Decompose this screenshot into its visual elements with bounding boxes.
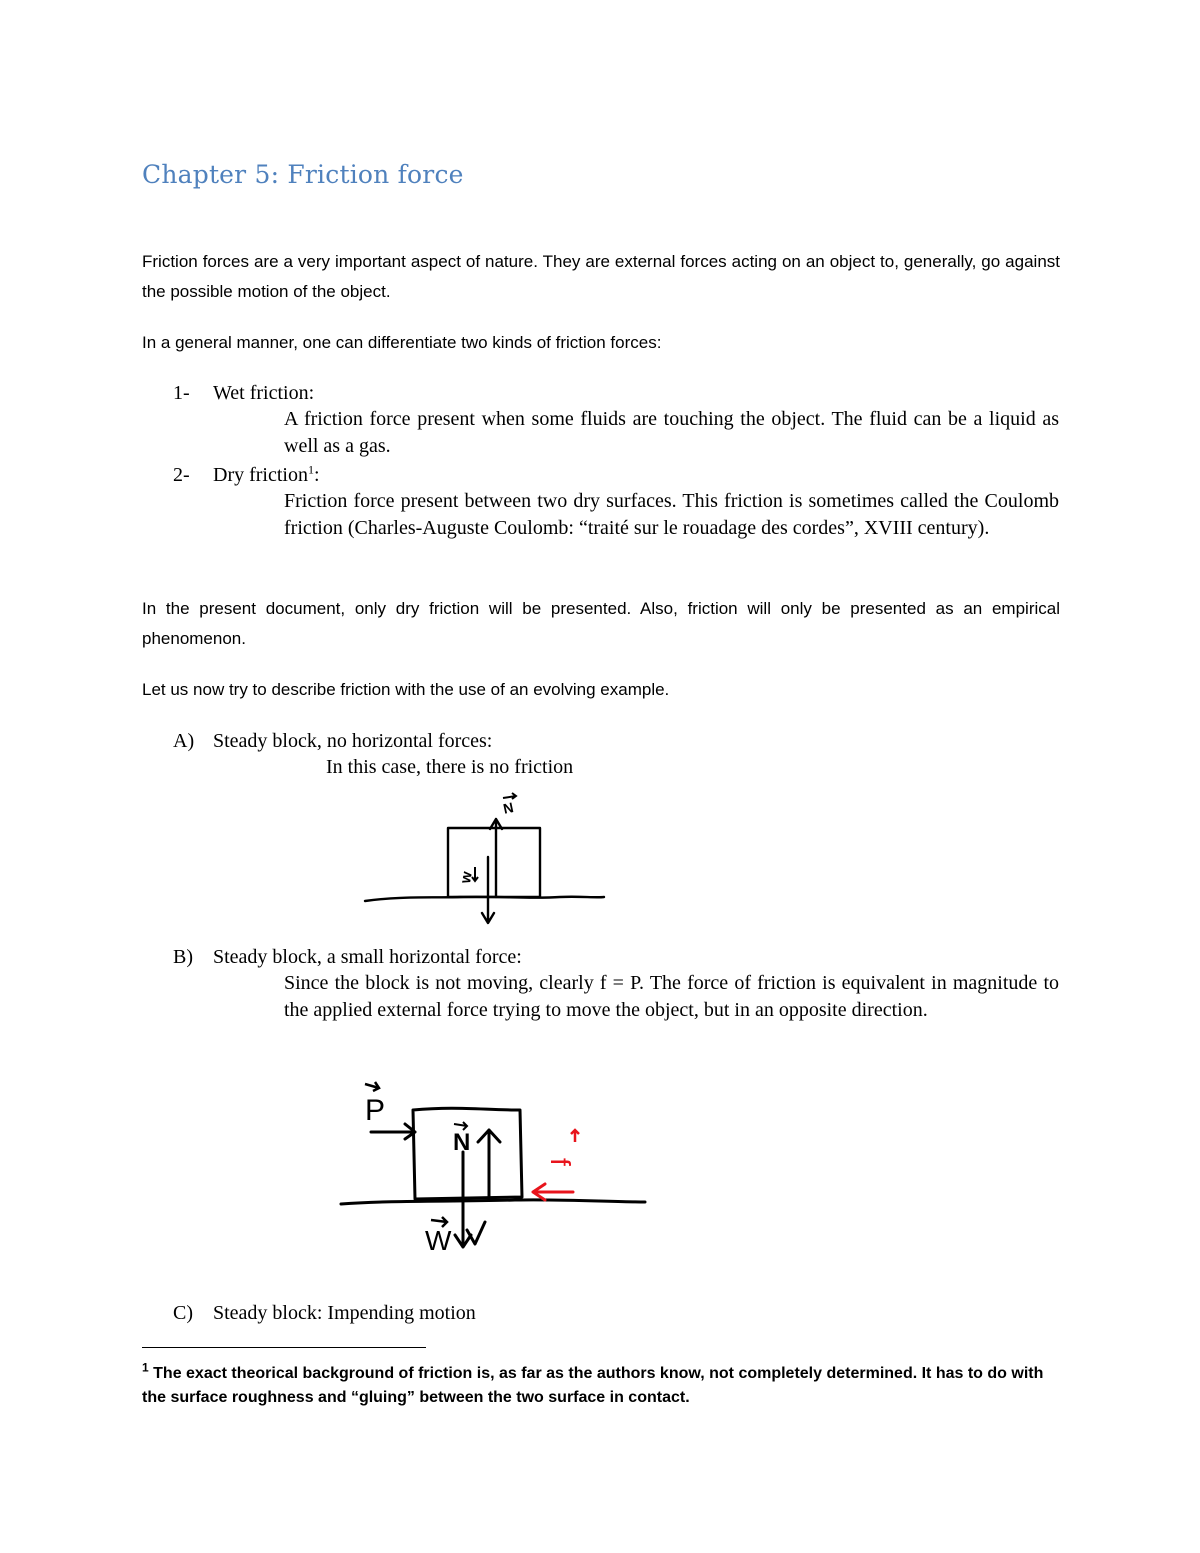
kinds-intro-paragraph: In a general manner, one can differentiate two kinds of friction forces:	[142, 333, 662, 352]
case-b-label: Steady block, a small horizontal force:	[213, 946, 522, 968]
figure-b-friction-vector-mark	[571, 1130, 579, 1142]
figure-a-normal-vector-mark	[503, 793, 516, 799]
footnote-separator	[142, 1347, 426, 1348]
kind-2-heading	[173, 462, 473, 489]
case-a-description: In this case, there is no friction	[326, 756, 574, 778]
figure-b-normal-label: N	[453, 1129, 471, 1156]
case-b-description: Since the block is not moving, clearly f = P. The force of friction is equivalent in magnitude to the applied external force trying to move the object, but in an opposite direction.	[284, 972, 1059, 1021]
footnote-text: The exact theorical background of friction is, as far as the authors know, not completely determined. It has to do with the surface roughness and “gluing” between the two surface in contact.	[142, 1365, 1044, 1406]
kind-1-heading	[173, 380, 473, 407]
kind-2-label-suffix: :	[313, 464, 320, 486]
figure-b-friction-arrow	[533, 1184, 573, 1200]
footnote-reference: 1	[307, 462, 314, 477]
figure-b-applied-label: P	[365, 1094, 386, 1127]
example-intro-paragraph: Let us now try to describe friction with the use of an evolving example.	[142, 680, 670, 699]
intro-paragraph: Friction forces are a very important aspect of nature. They are external forces acting on an object to, generally, go against the possible motion of the object.	[142, 252, 1060, 301]
figure-b-normal-arrow	[478, 1130, 500, 1198]
scope-paragraph: In the present document, only dry friction will be presented. Also, friction will only be presented as an empirical phenomenon.	[142, 599, 1060, 648]
kind-1-number: 1-	[173, 382, 190, 404]
footnote-number: 1	[142, 1360, 149, 1375]
figure-a-weight-label: w	[457, 870, 476, 885]
figure-b-ground	[341, 1200, 645, 1204]
chapter-title: Chapter 5: Friction force	[142, 160, 464, 189]
kind-2-label: Dry friction	[213, 464, 308, 486]
figure-a-weight-arrow	[482, 857, 494, 923]
footnote	[142, 1362, 1062, 1410]
kind-1-description: A friction force present when some fluids are touching the object. The fluid can be a liquid as well as a gas.	[284, 408, 1059, 457]
figure-b-weight-arrowhead-b	[467, 1222, 485, 1244]
kind-1-label: Wet friction:	[213, 382, 315, 404]
case-c-letter: C)	[173, 1302, 193, 1324]
figure-b-friction-label: f	[545, 1158, 576, 1166]
case-a-heading	[173, 728, 673, 755]
figure-a-normal-arrow	[490, 819, 502, 897]
figure-b-applied-vector-mark	[365, 1082, 379, 1091]
case-a-letter: A)	[173, 730, 195, 752]
case-b-letter: B)	[173, 946, 193, 968]
figure-a-diagram	[360, 785, 610, 930]
case-c-label: Steady block: Impending motion	[213, 1302, 476, 1324]
figure-a-normal-label: N	[501, 799, 515, 817]
kind-2-description: Friction force present between two dry surfaces. This friction is sometimes called the Coulomb friction (Charles-Auguste Coulomb: “traité sur le rouadage des cordes”, XVIII century).	[284, 490, 1059, 539]
kind-2-number: 2-	[173, 464, 190, 486]
figure-b-weight-label: W	[425, 1225, 452, 1256]
case-a-label: Steady block, no horizontal forces:	[213, 730, 493, 752]
case-c-heading	[173, 1300, 673, 1327]
case-b-heading	[173, 944, 673, 971]
figure-a-ground	[365, 897, 604, 901]
figure-b-diagram	[335, 1072, 655, 1257]
figure-a-block	[448, 828, 540, 897]
